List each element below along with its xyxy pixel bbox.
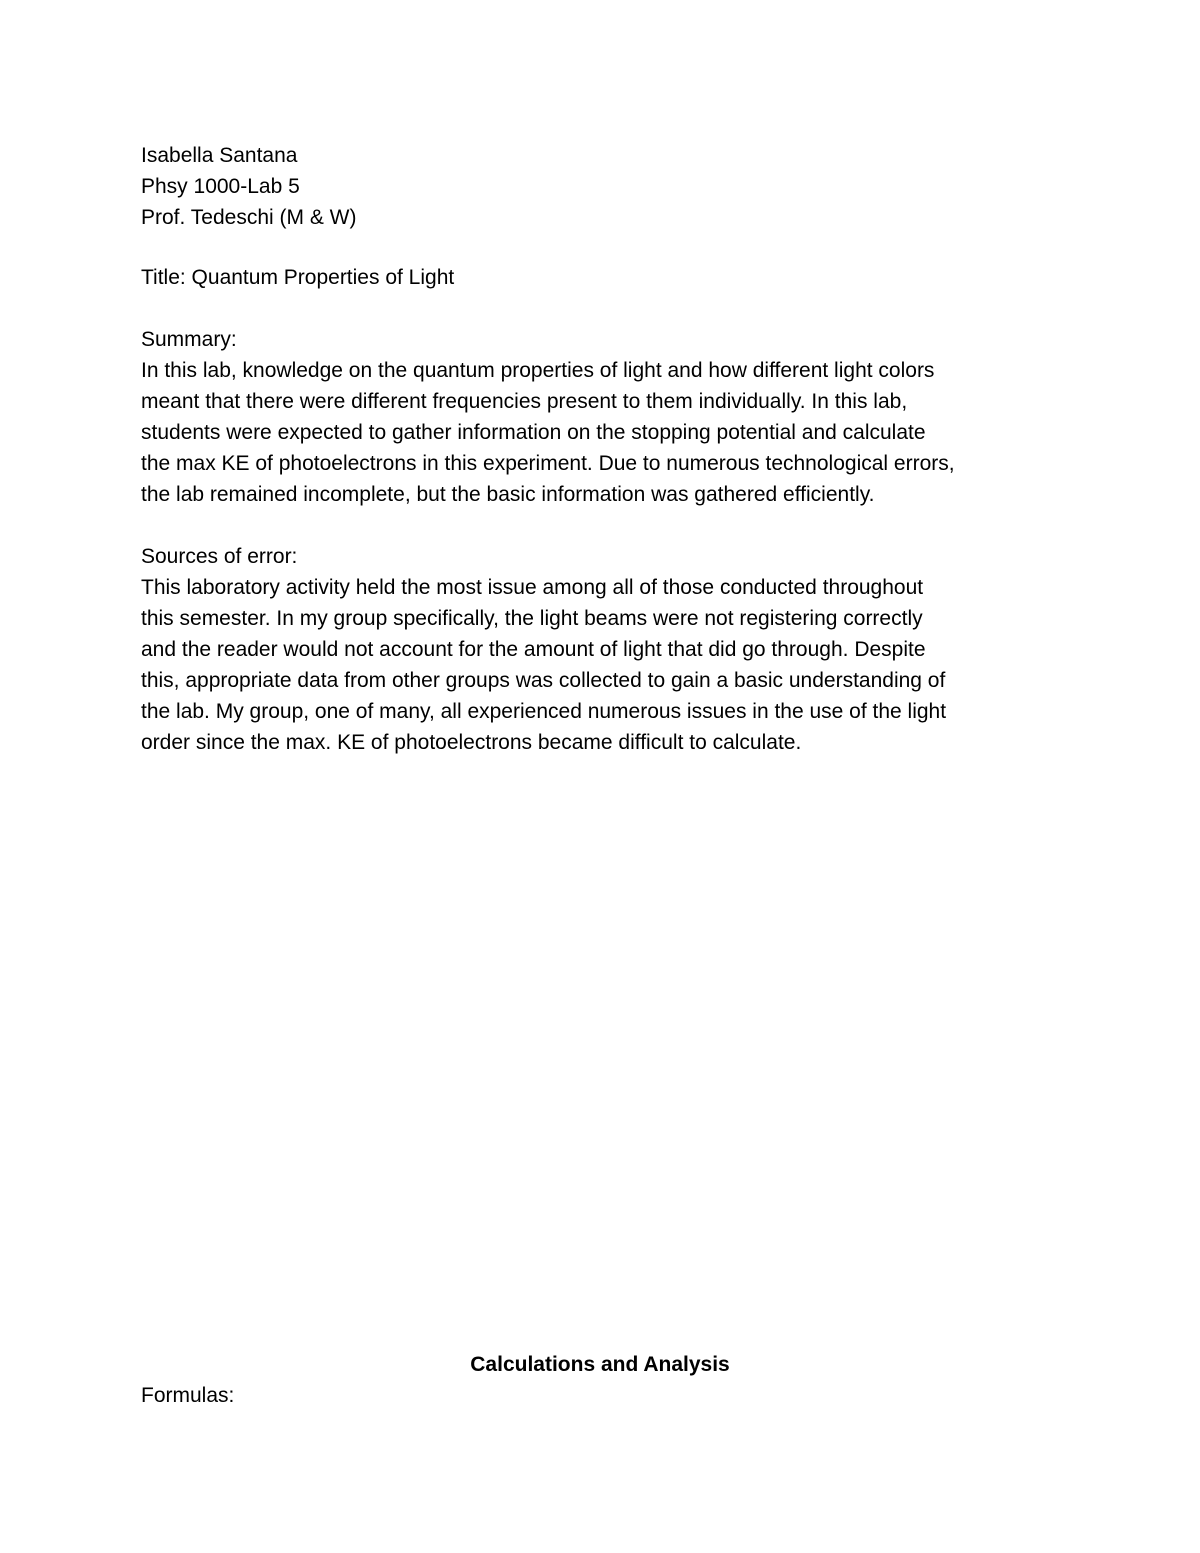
sources-of-error-heading: Sources of error:: [141, 545, 298, 568]
sources-of-error-line: this, appropriate data from other groups was collected to gain a basic understanding of: [141, 669, 946, 692]
summary-line: meant that there were different frequencies present to them individually. In this lab,: [141, 390, 908, 413]
course-name: Phsy 1000-Lab 5: [141, 175, 300, 198]
summary-line: the max KE of photoelectrons in this experiment. Due to numerous technological errors,: [141, 452, 955, 475]
summary-section: [141, 324, 1071, 510]
summary-line: In this lab, knowledge on the quantum properties of light and how different light colors: [141, 359, 935, 382]
author-name: Isabella Santana: [141, 144, 298, 167]
professor-name: Prof. Tedeschi (M & W): [141, 206, 357, 229]
summary-heading: Summary:: [141, 328, 237, 351]
sources-of-error-line: the lab. My group, one of many, all experienced numerous issues in the use of the light: [141, 700, 947, 723]
sources-of-error-line: this semester. In my group specifically, the light beams were not registering correctly: [141, 607, 923, 630]
summary-line: the lab remained incomplete, but the basic information was gathered efficiently.: [141, 483, 875, 506]
sources-of-error-section: [141, 541, 1071, 758]
sources-of-error-line: This laboratory activity held the most issue among all of those conducted throughout: [141, 576, 924, 599]
sources-of-error-line: and the reader would not account for the amount of light that did go through. Despite: [141, 638, 926, 661]
calculations-heading: Calculations and Analysis: [470, 1353, 730, 1376]
header-block: [141, 140, 1071, 233]
formulas-label: Formulas:: [141, 1384, 235, 1407]
sources-of-error-line: order since the max. KE of photoelectrons became difficult to calculate.: [141, 731, 802, 754]
summary-line: students were expected to gather information on the stopping potential and calculate: [141, 421, 926, 444]
title-block: [141, 262, 1071, 293]
formulas-block: [141, 1380, 1071, 1411]
document-title: Title: Quantum Properties of Light: [141, 266, 455, 289]
